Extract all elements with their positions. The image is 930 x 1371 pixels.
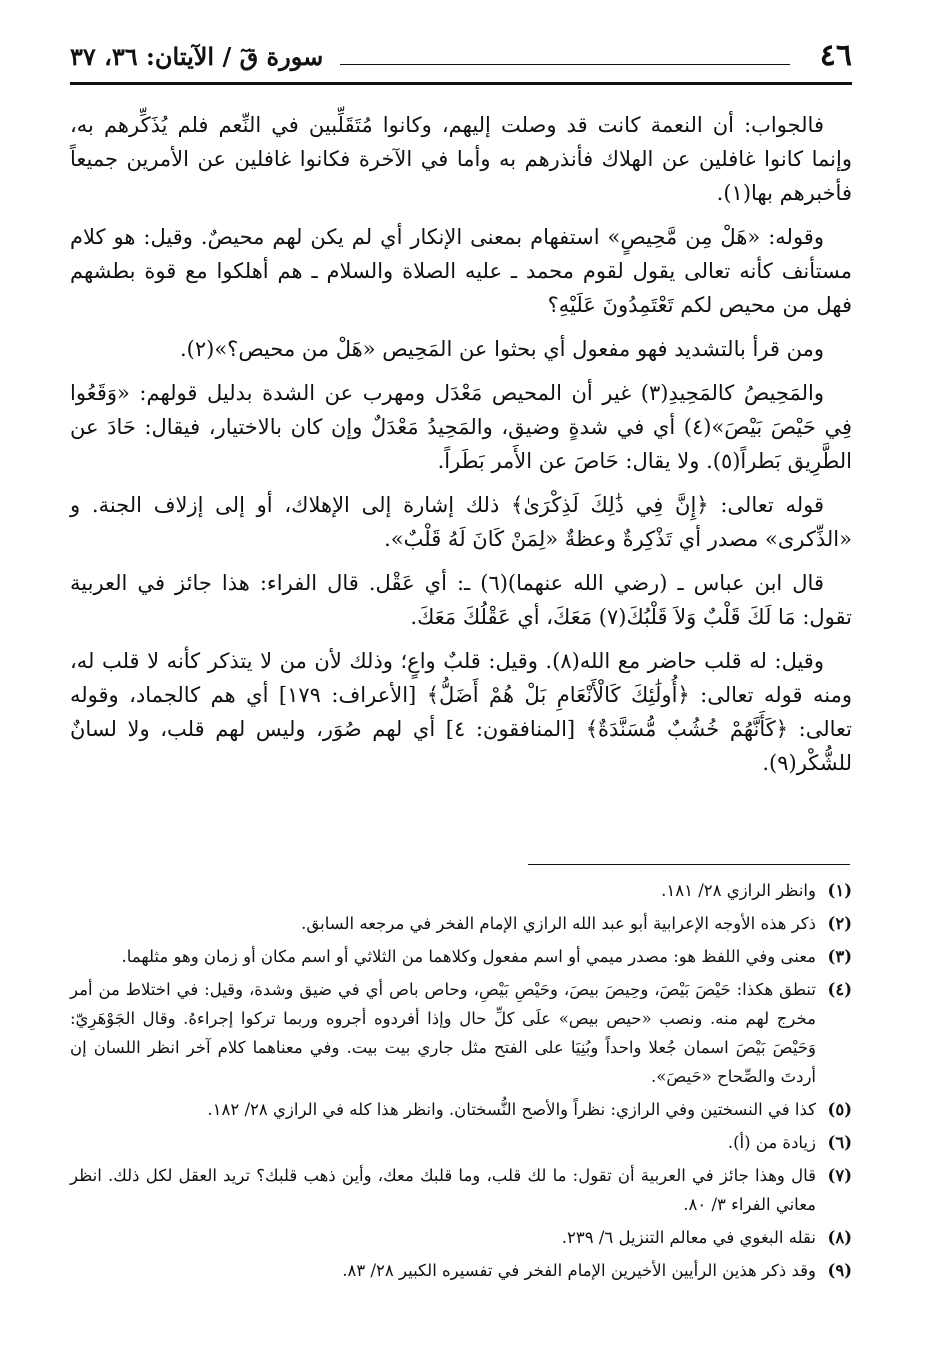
footnote-number: (٦) bbox=[827, 1133, 852, 1152]
footnote-text: ذكر هذه الأوجه الإعرابية أبو عبد الله الرازي الإمام الفخر في مرجعه السابق. bbox=[301, 914, 816, 933]
main-text bbox=[70, 108, 852, 790]
footnote bbox=[70, 1095, 852, 1124]
footnote-number: (٨) bbox=[827, 1228, 852, 1247]
footnote-number: (٢) bbox=[827, 914, 852, 933]
footnote-text: وانظر الرازي ٢٨/ ١٨١. bbox=[661, 881, 816, 900]
paragraph: والمَحِيصُ كالمَحِيدِ(٣) غير أن المحيص مَعْدَل ومهرب عن الشدة بدليل قولهم: «وَقَعُوا فِي حَيْصَ بَيْصَ»(٤) أي في شدةٍ وضيق، والمَحِيدُ مَعْدَلٌ وإن كان بالاختيار، فيقال: حَادَ عن الطَّرِيق بَطراً(٥). ولا يقال: حَاصَ عن الأَمر بَطَراً. bbox=[70, 381, 852, 473]
paragraph: وقوله: «هَلْ مِن مَّحِيصٍ» استفهام بمعنى الإنكار أي لم يكن لهم محيصٌ. وقيل: هو كلام مستأنف كأنه تعالى يقول لقوم محمد ـ عليه الصلاة والسلام ـ هم أهلكوا مع قوة بطشهم فهل من محيص لكم تَعْتَمِدُونَ عَلَيْهِ؟ bbox=[70, 225, 852, 317]
footnote-number: (١) bbox=[827, 881, 852, 900]
footnote bbox=[70, 1256, 852, 1285]
footnote-number: (٩) bbox=[827, 1261, 852, 1280]
page-number: ٤٦ bbox=[819, 38, 852, 73]
footnote-number: (٤) bbox=[827, 980, 852, 999]
footnote bbox=[70, 975, 852, 1091]
footnote-text: معنى وفي اللفظ هو: مصدر ميمي أو اسم مفعول وكلاهما من الثلاثي أو اسم مكان أو زمان وهو مثلهما. bbox=[121, 947, 816, 966]
footnote-text: تنطق هكذا: حَيْصَ بَيْصَ، وحِيصَ بيصَ، وحَيْصِ بَيْصِ، وحاص باص أي في ضيق وشدة، وقيل: في اختلاط من أمر مخرج لهم منه. ونصب «حيص بيص» علَى كلِّ حال وإذا أفردوه أجروه وربما تركوا إجراءهُ. وقال الجَوْهَرِيّ: وَحَيْصَ بَيْصَ اسمان جُعلا واحداً وبُنِيَا على الفتح مثل جاري بيت بيت. وفي معناهما كلام آخر انظر اللسان إن أردتَ والصِّحاح «حَيصَ». bbox=[70, 980, 816, 1086]
footnote-number: (٧) bbox=[827, 1166, 852, 1185]
footnote bbox=[70, 876, 852, 905]
footnote bbox=[70, 942, 852, 971]
running-title: سورة قٓ / الآيتان: ٣٦، ٣٧ bbox=[70, 42, 324, 71]
footnote-text: زيادة من (أ). bbox=[727, 1133, 816, 1152]
header-rule bbox=[70, 82, 852, 85]
footnote-text: وقد ذكر هذين الرأيين الأخيرين الإمام الفخر في تفسيره الكبير ٢٨/ ٨٣. bbox=[342, 1261, 816, 1280]
footnote-number: (٥) bbox=[827, 1100, 852, 1119]
header-dash-line bbox=[340, 64, 790, 65]
footnote bbox=[70, 1128, 852, 1157]
paragraph: فالجواب: أن النعمة كانت قد وصلت إليهم، وكانوا مُتَقَلِّبين في النِّعم فلم يُذَكِّرهم به، وإنما كانوا غافلين عن الهلاك فأنذرهم به وأما في الآخرة فكانوا غافلين عن الأمرين جميعاً فأخبرهم بها(١). bbox=[70, 113, 852, 205]
footnote-number: (٣) bbox=[827, 947, 852, 966]
footnote-separator bbox=[528, 864, 850, 865]
paragraph: ومن قرأ بالتشديد فهو مفعول أي بحثوا عن المَحِيص «هَلْ من محيص؟»(٢). bbox=[179, 337, 824, 361]
footnote bbox=[70, 1161, 852, 1219]
page-header bbox=[70, 36, 852, 80]
footnote-text: قال وهذا جائز في العربية أن تقول: ما لك قلب، وما قلبك معك، وأين ذهب قلبك؟ تريد العقل لكل ذلك. انظر معاني الفراء ٣/ ٨٠. bbox=[70, 1166, 816, 1214]
paragraph: قال ابن عباس ـ (رضي الله عنهما)(٦) ـ: أي عَقْل. قال الفراء: هذا جائز في العربية تقول: مَا لَكَ قَلْبٌ وَلاَ قَلْبُكَ(٧) مَعَكَ، أي عَقْلُكَ مَعَكَ. bbox=[70, 571, 852, 629]
footnote-text: كذا في النسختين وفي الرازي: نظراً والأصح النُّسختان. وانظر هذا كله في الرازي ٢٨/ ١٨٢. bbox=[207, 1100, 816, 1119]
footnote-text: نقله البغوي في معالم التنزيل ٦/ ٢٣٩. bbox=[561, 1228, 816, 1247]
footnotes bbox=[70, 876, 852, 1289]
paragraph: وقيل: له قلب حاضر مع الله(٨). وقيل: قلبٌ واعٍ؛ وذلك لأن من لا يتذكر كأنه لا قلب له، ومنه قوله تعالى: ﴿أُولَٰئِكَ كَالْأَنْعَامِ بَلْ هُمْ أَضَلُّ﴾ [الأعراف: ١٧٩] أي هم كالجماد، وقوله تعالى: ﴿كَأَنَّهُمْ خُشُبٌ مُّسَنَّدَةٌ﴾ [المنافقون: ٤] أي لهم صُوَر، وليس لهم قلب، ولا لسانٌ للشُّكْر(٩). bbox=[70, 649, 852, 775]
paragraph: قوله تعالى: ﴿إِنَّ فِي ذَٰلِكَ لَذِكْرَىٰ﴾ ذلك إشارة إلى الإهلاك، أو إلى إزلاف الجنة. و «الذِّكرى» مصدر أي تَذْكِرةٌ وعظةٌ «لِمَنْ كَانَ لَهُ قَلْبٌ». bbox=[70, 493, 852, 551]
footnote bbox=[70, 1223, 852, 1252]
footnote bbox=[70, 909, 852, 938]
